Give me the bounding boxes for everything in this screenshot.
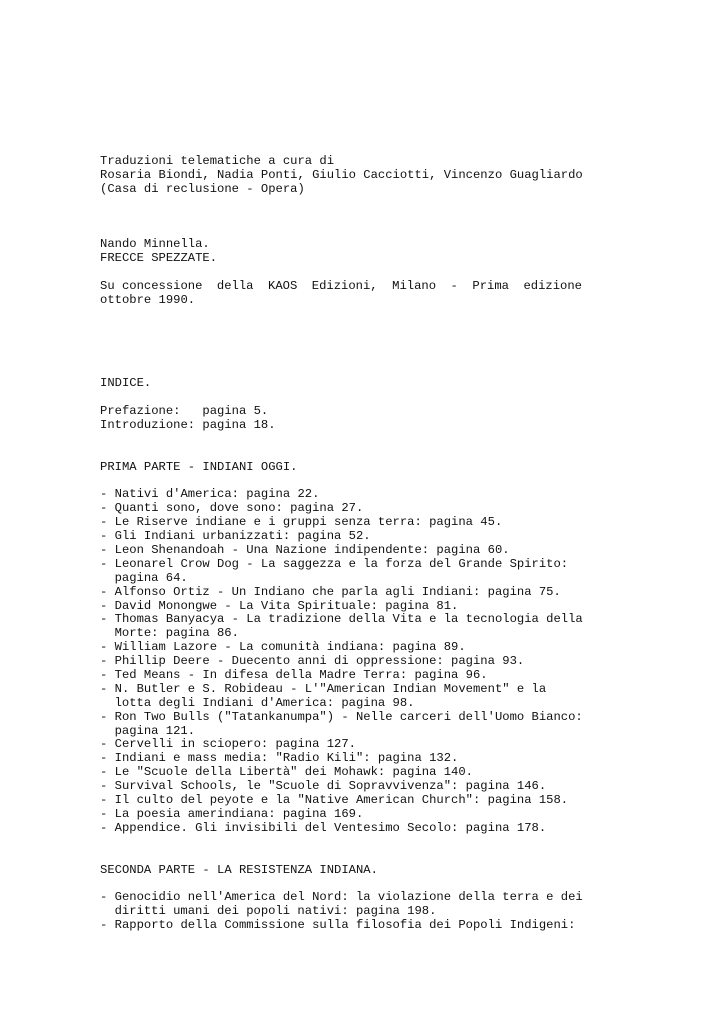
concession-word: Edizioni, [311, 279, 378, 294]
part-one [100, 461, 582, 836]
index-section [100, 377, 582, 433]
list-item: - Rapporto della Commissione sulla filosofia dei Popoli Indigeni: [100, 918, 576, 933]
part-two-heading: SECONDA PARTE - LA RESISTENZA INDIANA. [100, 862, 378, 877]
list-item: - Quanti sono, dove sono: pagina 27. [100, 501, 364, 516]
part-two [100, 864, 582, 933]
document-page [100, 155, 582, 933]
concession-line-2: ottobre 1990. [100, 292, 196, 307]
part-two-list [100, 891, 582, 933]
list-item: - N. Butler e S. Robideau - L'"American Indian Movement" e la [100, 681, 547, 696]
index-heading: INDICE. [100, 376, 152, 391]
credits-line: Traduzioni telematiche a cura di [100, 154, 335, 168]
index-entry-preface: Prefazione: pagina 5. [100, 404, 269, 419]
list-item: - Appendice. Gli invisibili del Ventesimo Secolo: pagina 178. [100, 820, 547, 835]
list-item: - Le Riserve indiane e i gruppi senza terra: pagina 45. [100, 515, 503, 530]
index-entry-intro: Introduzione: pagina 18. [100, 417, 276, 432]
list-item-continuation: Morte: pagina 86. [114, 626, 239, 641]
list-item: - William Lazore - La comunità indiana: pagina 89. [100, 640, 466, 655]
list-item: - Ted Means - In difesa della Madre Terra: pagina 96. [100, 668, 488, 683]
concession-line-1 [100, 280, 582, 294]
credits-institution: (Casa di reclusione - Opera) [100, 181, 305, 196]
list-item: - Survival Schools, le "Scuole di Sopravvivenza": pagina 146. [100, 779, 547, 794]
concession-word: Su concessione [100, 279, 203, 294]
list-item-continuation: diritti umani dei popoli nativi: pagina 198. [114, 904, 437, 919]
list-item: - Indiani e mass media: "Radio Kili": pagina 132. [100, 751, 459, 766]
concession-word: KAOS [268, 279, 298, 294]
list-item: - Leon Shenandoah - Una Nazione indipendente: pagina 60. [100, 543, 510, 558]
credits-translators: Rosaria Biondi, Nadia Ponti, Giulio Cacciotti, Vincenzo Guagliardo [100, 167, 583, 182]
list-item: - Cervelli in sciopero: pagina 127. [100, 737, 356, 752]
list-item: - Leonarel Crow Dog - La saggezza e la forza del Grande Spirito: [100, 556, 569, 571]
list-item-continuation: pagina 121. [114, 723, 196, 738]
concession-word: - [450, 279, 458, 294]
concession-word: della [216, 279, 254, 294]
part-one-heading: PRIMA PARTE - INDIANI OGGI. [100, 459, 298, 474]
concession-word: Prima [472, 279, 509, 294]
list-item-continuation: pagina 64. [114, 570, 188, 585]
list-item: - Il culto del peyote e la "Native American Church": pagina 158. [100, 793, 569, 808]
list-item: - Genocidio nell'America del Nord: la violazione della terra e dei [100, 890, 583, 905]
concession-word: edizione [523, 279, 582, 294]
list-item: - La poesia amerindiana: pagina 169. [100, 806, 364, 821]
book-author: Nando Minnella. [100, 237, 210, 252]
concession-note [100, 280, 582, 308]
book-header [100, 238, 582, 266]
list-item: - Le "Scuole della Libertà" dei Mohawk: pagina 140. [100, 765, 473, 780]
translation-credits [100, 155, 582, 197]
list-item: - Thomas Banyacya - La tradizione della Vita e la tecnologia della [100, 612, 583, 627]
list-item: - Phillip Deere - Duecento anni di oppressione: pagina 93. [100, 654, 525, 669]
list-item: - David Monongwe - La Vita Spirituale: pagina 81. [100, 598, 459, 613]
concession-word: Milano [392, 279, 437, 294]
list-item: - Nativi d'America: pagina 22. [100, 487, 320, 502]
book-title: FRECCE SPEZZATE. [100, 251, 218, 266]
part-one-list [100, 488, 582, 835]
list-item: - Alfonso Ortiz - Un Indiano che parla agli Indiani: pagina 75. [100, 584, 561, 599]
list-item: - Ron Two Bulls ("Tatankanumpa") - Nelle carceri dell'Uomo Bianco: [100, 709, 583, 724]
list-item-continuation: lotta degli Indiani d'America: pagina 98. [114, 695, 415, 710]
list-item: - Gli Indiani urbanizzati: pagina 52. [100, 529, 371, 544]
